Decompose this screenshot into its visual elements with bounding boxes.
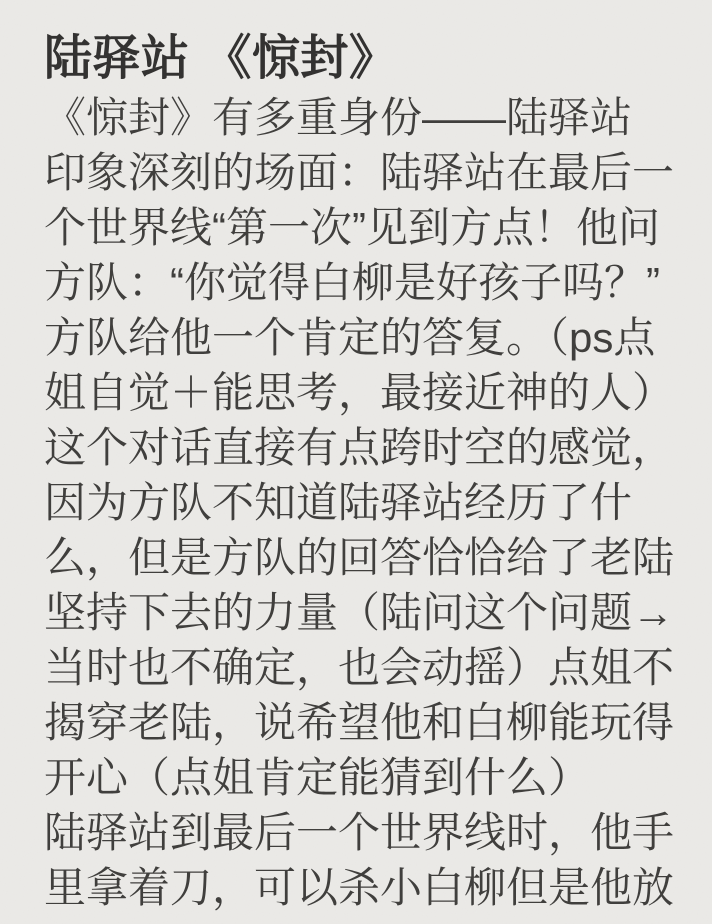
text-line: 个世界线“第一次”见到方点！他问: [44, 204, 660, 251]
text-line: 方队：“你觉得白柳是好孩子吗？”: [44, 259, 660, 306]
text-line: 当时也不确定，也会动摇）点姐不: [44, 644, 675, 691]
text-line: 坚持下去的力量（陆问这个问题→: [44, 589, 675, 636]
text-line: 这个对话直接有点跨时空的感觉，: [44, 424, 675, 471]
text-line: 开心（点姐肯定能猜到什么）: [44, 754, 591, 801]
page-title: 陆驿站 《惊封》: [44, 32, 398, 85]
note-content: [44, 28, 692, 915]
text-line: 姐自觉＋能思考，最接近神的人）: [44, 369, 675, 416]
text-line: 印象深刻的场面：陆驿站在最后一: [44, 149, 675, 196]
note-body: [44, 90, 692, 915]
text-line: 方队给他一个肯定的答复。（ps点: [44, 314, 656, 361]
text-line: 么，但是方队的回答恰恰给了老陆: [44, 534, 675, 581]
text-line: 里拿着刀，可以杀小白柳但是他放: [44, 864, 675, 911]
text-line: 陆驿站到最后一个世界线时，他手: [44, 809, 675, 856]
text-line: 《惊封》有多重身份——陆驿站: [44, 94, 633, 141]
text-line: 揭穿老陆，说希望他和白柳能玩得: [44, 699, 675, 746]
text-line: 因为方队不知道陆驿站经历了什: [44, 479, 633, 526]
